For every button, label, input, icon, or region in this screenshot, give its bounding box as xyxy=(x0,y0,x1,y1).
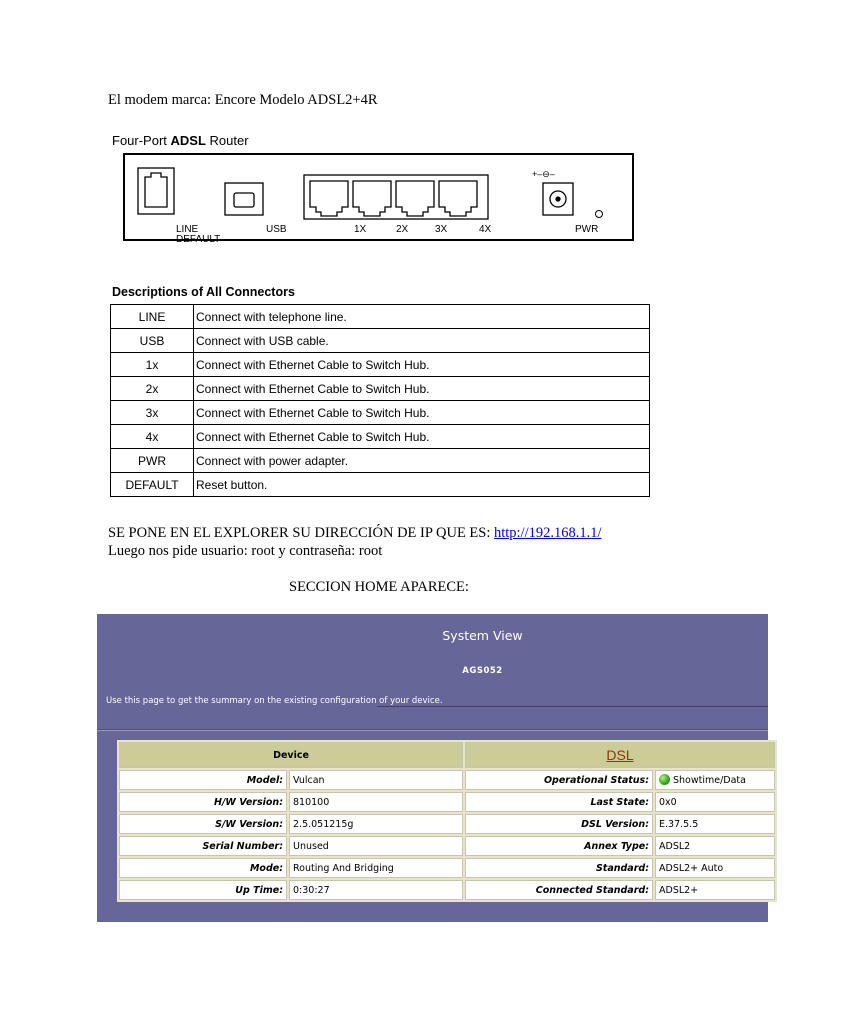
system-view-title: System View xyxy=(442,628,523,643)
device-header: Device xyxy=(119,742,463,768)
device-label: H/W Version: xyxy=(119,792,287,812)
table-row xyxy=(119,880,775,900)
status-green-icon xyxy=(659,774,670,785)
table-row xyxy=(111,449,650,473)
router-title xyxy=(112,133,249,148)
device-label: Model: xyxy=(119,770,287,790)
usb-label: USB xyxy=(266,224,287,235)
description-underline xyxy=(377,706,768,707)
line-label: LINE xyxy=(176,224,199,235)
connectors-table xyxy=(110,304,650,497)
dsl-value xyxy=(655,770,775,790)
table-row xyxy=(119,858,775,878)
usb-port-icon xyxy=(225,183,263,215)
dsl-header xyxy=(465,742,775,768)
router-title-bold: ADSL xyxy=(170,133,206,148)
system-view-description: Use this page to get the summary on the existing configuration of your device. xyxy=(106,696,443,706)
line-port-icon xyxy=(138,168,174,214)
connector-name: LINE xyxy=(111,305,194,329)
dsl-label: Operational Status: xyxy=(465,770,653,790)
table-header-row xyxy=(119,742,775,768)
device-value: Unused xyxy=(289,836,463,856)
router-diagram xyxy=(123,153,634,245)
port-4x-label: 4X xyxy=(479,224,492,235)
connector-desc: Connect with power adapter. xyxy=(194,449,650,473)
connector-desc: Connect with telephone line. xyxy=(194,305,650,329)
connector-desc: Reset button. xyxy=(194,473,650,497)
dsl-link[interactable]: DSL xyxy=(606,747,634,763)
port-3x-label: 3X xyxy=(435,224,448,235)
device-value: 810100 xyxy=(289,792,463,812)
port-2x-label: 2X xyxy=(396,224,409,235)
dsl-value: 0x0 xyxy=(655,792,775,812)
table-row xyxy=(111,329,650,353)
table-row xyxy=(111,425,650,449)
table-row xyxy=(119,770,775,790)
power-jack-icon xyxy=(543,183,573,215)
instructions-line-1 xyxy=(108,525,602,542)
device-value: 2.5.051215g xyxy=(289,814,463,834)
instructions-line-2: Luego nos pide usuario: root y contraseña: root xyxy=(108,543,383,559)
dsl-value: ADSL2+ Auto xyxy=(655,858,775,878)
section-title: SECCION HOME APARECE: xyxy=(289,579,469,595)
system-view-table xyxy=(117,740,777,902)
reset-hole-icon xyxy=(596,211,603,218)
connector-desc: Connect with Ethernet Cable to Switch Hub. xyxy=(194,401,650,425)
panel-divider-highlight xyxy=(97,730,768,731)
connector-name: USB xyxy=(111,329,194,353)
connector-name: 4x xyxy=(111,425,194,449)
device-value: Routing And Bridging xyxy=(289,858,463,878)
connector-name: 2x xyxy=(111,377,194,401)
device-label: Serial Number: xyxy=(119,836,287,856)
dsl-value: E.37.5.5 xyxy=(655,814,775,834)
router-title-prefix: Four-Port xyxy=(112,133,171,148)
device-label: Up Time: xyxy=(119,880,287,900)
connector-name: DEFAULT xyxy=(111,473,194,497)
connector-desc: Connect with Ethernet Cable to Switch Hub. xyxy=(194,425,650,449)
device-label: Mode: xyxy=(119,858,287,878)
device-label: S/W Version: xyxy=(119,814,287,834)
dsl-value: ADSL2 xyxy=(655,836,775,856)
connector-desc: Connect with Ethernet Cable to Switch Hub. xyxy=(194,353,650,377)
system-view-subtitle: AGS052 xyxy=(462,666,503,676)
device-value: 0:30:27 xyxy=(289,880,463,900)
dsl-label: Connected Standard: xyxy=(465,880,653,900)
connectors-title: Descriptions of All Connectors xyxy=(112,285,295,299)
default-label: DEFAULT xyxy=(176,234,221,245)
connector-name: PWR xyxy=(111,449,194,473)
connector-name: 1x xyxy=(111,353,194,377)
connector-name: 3x xyxy=(111,401,194,425)
connector-desc: Connect with Ethernet Cable to Switch Hub. xyxy=(194,377,650,401)
table-row xyxy=(111,377,650,401)
router-title-suffix: Router xyxy=(205,133,249,148)
dsl-label: Standard: xyxy=(465,858,653,878)
table-row xyxy=(111,473,650,497)
table-row xyxy=(111,401,650,425)
dsl-value: ADSL2+ xyxy=(655,880,775,900)
table-row xyxy=(119,814,775,834)
table-row xyxy=(111,305,650,329)
pwr-label: PWR xyxy=(575,224,599,235)
table-row xyxy=(119,792,775,812)
router-ip-link[interactable]: http://192.168.1.1/ xyxy=(494,525,602,541)
table-row xyxy=(119,836,775,856)
dsl-label: DSL Version: xyxy=(465,814,653,834)
instructions-text: SE PONE EN EL EXPLORER SU DIRECCIÓN DE IP QUE ES: xyxy=(108,525,494,541)
intro-text: El modem marca: Encore Modelo ADSL2+4R xyxy=(108,92,378,108)
table-row xyxy=(111,353,650,377)
port-1x-label: 1X xyxy=(354,224,367,235)
system-view-panel xyxy=(97,614,768,922)
dsl-label: Last State: xyxy=(465,792,653,812)
connector-desc: Connect with USB cable. xyxy=(194,329,650,353)
operational-status-text: Showtime/Data xyxy=(673,775,746,786)
dsl-label: Annex Type: xyxy=(465,836,653,856)
ethernet-ports-icon xyxy=(304,175,488,219)
device-value: Vulcan xyxy=(289,770,463,790)
polarity-label: +–⊖– xyxy=(532,169,555,179)
